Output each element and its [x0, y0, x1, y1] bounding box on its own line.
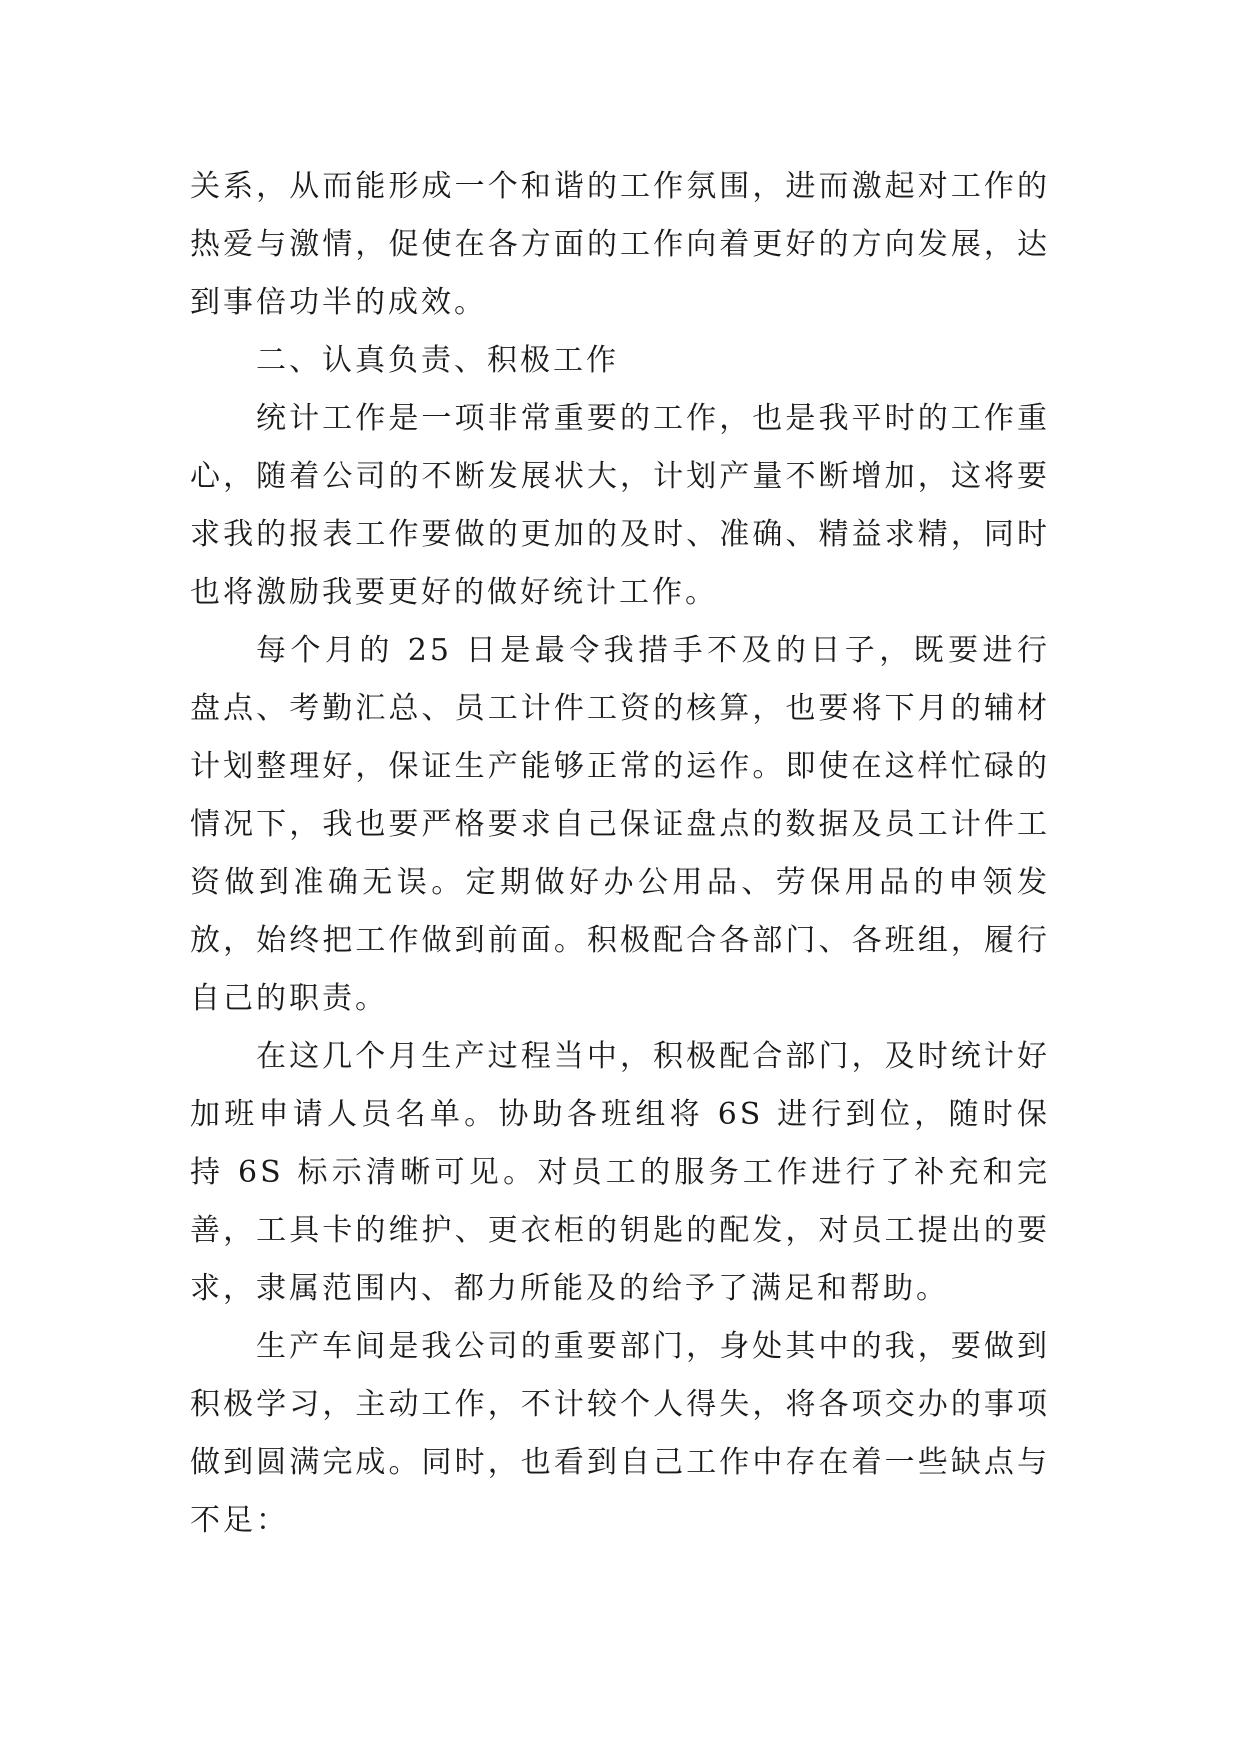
section-heading: 二、认真负责、积极工作	[256, 343, 619, 378]
paragraph-2: 统计工作是一项非常重要的工作，也是我平时的工作重心，随着公司的不断发展状大，计划产量不断增加，这将要求我的报表工作要做的更加的及时、准确、精益求精，同时也将激励我要更好的做好统计工作。	[190, 401, 1050, 610]
document-body	[190, 158, 1050, 1550]
paragraph-4: 在这几个月生产过程当中，积极配合部门，及时统计好加班申请人员名单。协助各班组将 6S 进行到位，随时保持 6S 标示清晰可见。对员工的服务工作进行了补充和完善，工具卡的维护、更衣柜的钥匙的配发，对员工提出的要求，隶属范围内、都力所能及的给予了满足和帮助。	[190, 1039, 1050, 1306]
paragraph-5: 生产车间是我公司的重要部门，身处其中的我，要做到积极学习，主动工作，不计较个人得失，将各项交办的事项做到圆满完成。同时，也看到自己工作中存在着一些缺点与不足：	[190, 1329, 1050, 1538]
paragraph-1: 关系，从而能形成一个和谐的工作氛围，进而激起对工作的热爱与激情，促使在各方面的工作向着更好的方向发展，达到事倍功半的成效。	[190, 169, 1050, 320]
paragraph-3: 每个月的 25 日是最令我措手不及的日子，既要进行盘点、考勤汇总、员工计件工资的核算，也要将下月的辅材计划整理好，保证生产能够正常的运作。即使在这样忙碌的情况下，我也要严格要求自己保证盘点的数据及员工计件工资做到准确无误。定期做好办公用品、劳保用品的申领发放，始终把工作做到前面。积极配合各部门、各班组，履行自己的职责。	[190, 633, 1050, 1016]
